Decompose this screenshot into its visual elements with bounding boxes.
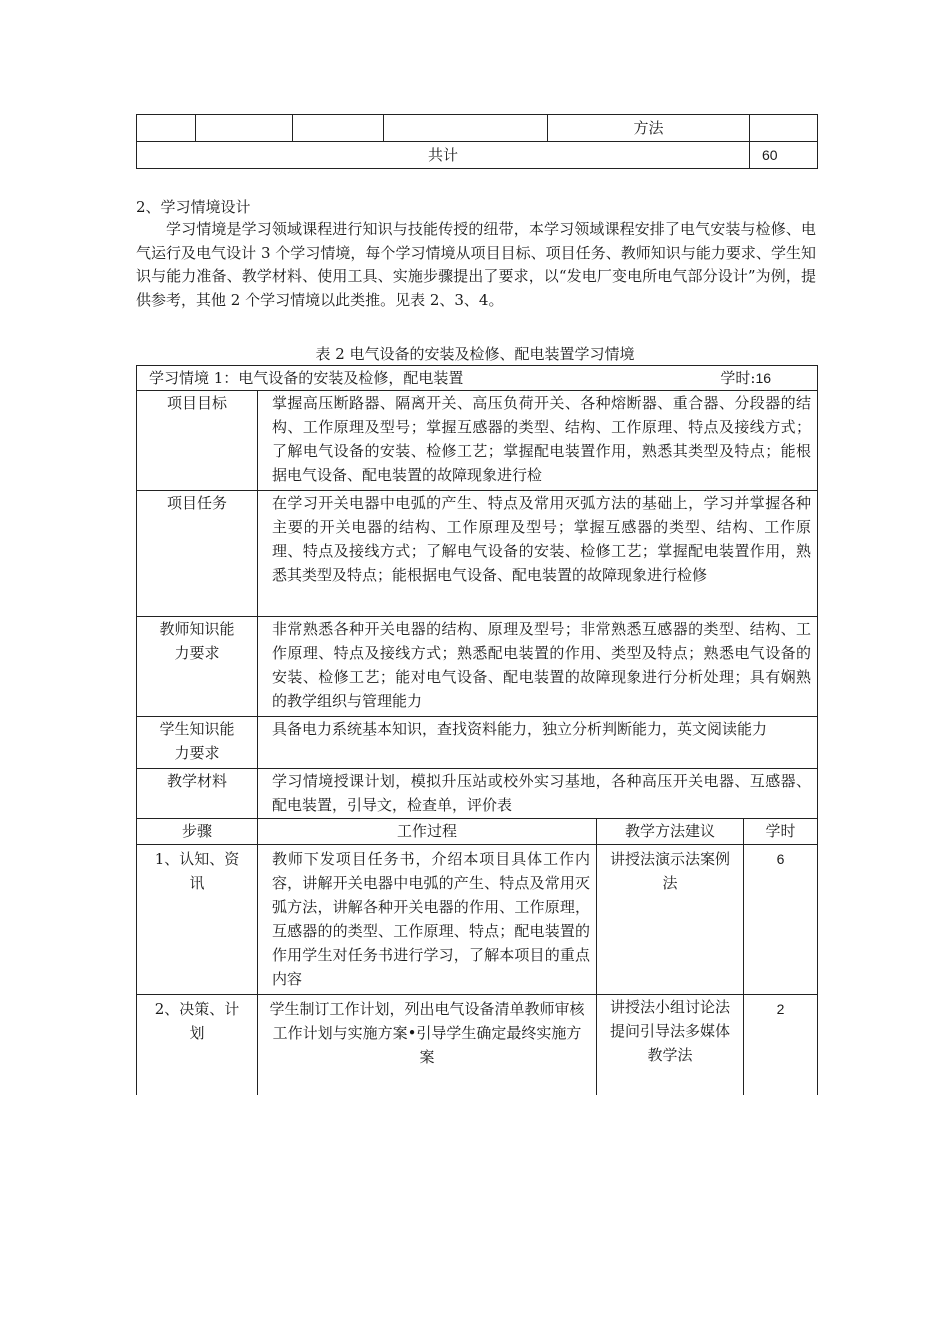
- row-text: 掌握高压断路器、隔离开关、高压负荷开关、各种熔断器、重合器、分段器的结构、工作原理及型号；掌握互感器的类型、结构、工作原理、特点及接线方式；了解电气设备的安装、检修工艺；掌握配电装置作用，熟悉其类型及特点；能根据电气设备、配电装置的故障现象进行检: [258, 391, 818, 491]
- learning-situation-table: [136, 365, 818, 1095]
- step-row: [137, 845, 818, 995]
- section-heading: 2、学习情境设计: [136, 198, 251, 216]
- row-label: 项目目标: [137, 391, 258, 491]
- method-header: 教学方法建议: [597, 819, 744, 845]
- table-cell: [384, 115, 548, 142]
- total-value: 60: [750, 142, 818, 169]
- step-hours: 6: [744, 845, 818, 995]
- step-process: 教师下发项目任务书，介绍本项目具体工作内容，讲解开关电器中电弧的产生、特点及常用灭弧方法，讲解各种开关电器的作用、工作原理，互感器的的类型、工作原理、特点；配电装置的作用学生对任务书进行学习，了解本项目的重点内容: [258, 845, 597, 995]
- step-method: 讲授法小组讨论法提问引导法多媒体教学法: [597, 995, 744, 1095]
- table-row: [137, 115, 818, 142]
- table-row: [137, 769, 818, 819]
- table-row: [137, 491, 818, 617]
- total-label: 共计: [137, 142, 750, 169]
- table-header-row: [137, 366, 818, 391]
- body-paragraph: 学习情境是学习领域课程进行知识与技能传授的纽带，本学习领域课程安排了电气安装与检修、电气运行及电气设计 3 个学习情境，每个学习情境从项目目标、项目任务、教师知识与能力要求、学生知识与能力准备、教学材料、使用工具、实施步骤提出了要求，以“发电厂变电所电气部分设计”为例，提供参考，其他 2 个学习情境以此类推。见表 2、3、4。: [136, 220, 816, 309]
- process-header: 工作过程: [258, 819, 597, 845]
- table-cell: [196, 115, 293, 142]
- row-label: 教师知识能力要求: [137, 617, 258, 717]
- method-cell: 方法: [548, 115, 750, 142]
- hours-header: 学时: [744, 819, 818, 845]
- step-hours: 2: [744, 995, 818, 1095]
- row-label: 教学材料: [137, 769, 258, 819]
- table-cell: [293, 115, 384, 142]
- step-label: 1、认知、资讯: [137, 845, 258, 995]
- step-process: 学生制订工作计划，列出电气设备清单教师审核工作计划与实施方案•引导学生确定最终实施方案: [258, 995, 597, 1095]
- row-label: 学生知识能力要求: [137, 717, 258, 769]
- table-row: [137, 717, 818, 769]
- situation-title: 学习情境 1：电气设备的安装及检修，配电装置: [149, 369, 464, 387]
- step-label: 2、决策、计划: [137, 995, 258, 1095]
- row-text: 具备电力系统基本知识，查找资料能力，独立分析判断能力，英文阅读能力: [258, 717, 818, 769]
- table-cell: [750, 115, 818, 142]
- row-label: 项目任务: [137, 491, 258, 617]
- total-hours: [720, 366, 811, 390]
- header-cell: [137, 366, 818, 391]
- step-method: 讲授法演示法案例法: [597, 845, 744, 995]
- table-caption: 表 2 电气设备的安装及检修、配电装置学习情境: [315, 345, 635, 363]
- row-text: 非常熟悉各种开关电器的结构、原理及型号；非常熟悉互感器的类型、结构、工作原理、特点及接线方式；熟悉配电装置的作用、类型及特点；熟悉电气设备的安装、检修工艺；能对电气设备、配电装置的故障现象进行分析处理；具有娴熟的教学组织与管理能力: [258, 617, 818, 717]
- table-cell: [137, 115, 196, 142]
- row-text: 在学习开关电器中电弧的产生、特点及常用灭弧方法的基础上，学习并掌握各种主要的开关电器的结构、工作原理及型号；掌握互感器的类型、结构、工作原理、特点及接线方式；了解电气设备的安装、检修工艺；掌握配电装置作用，熟悉其类型及特点；能根据电气设备、配电装置的故障现象进行检修: [258, 491, 818, 617]
- hours-value: 16: [755, 370, 772, 386]
- table-row: [137, 391, 818, 491]
- total-row: [137, 142, 818, 169]
- step-header: 步骤: [137, 819, 258, 845]
- hours-label: 学时:: [720, 369, 756, 387]
- row-text: 学习情境授课计划，模拟升压站或校外实习基地，各种高压开关电器、互感器、配电装置，引导文，检查单，评价表: [258, 769, 818, 819]
- continuation-table: [136, 114, 818, 169]
- step-header-row: [137, 819, 818, 845]
- table-row: [137, 617, 818, 717]
- step-row: [137, 995, 818, 1095]
